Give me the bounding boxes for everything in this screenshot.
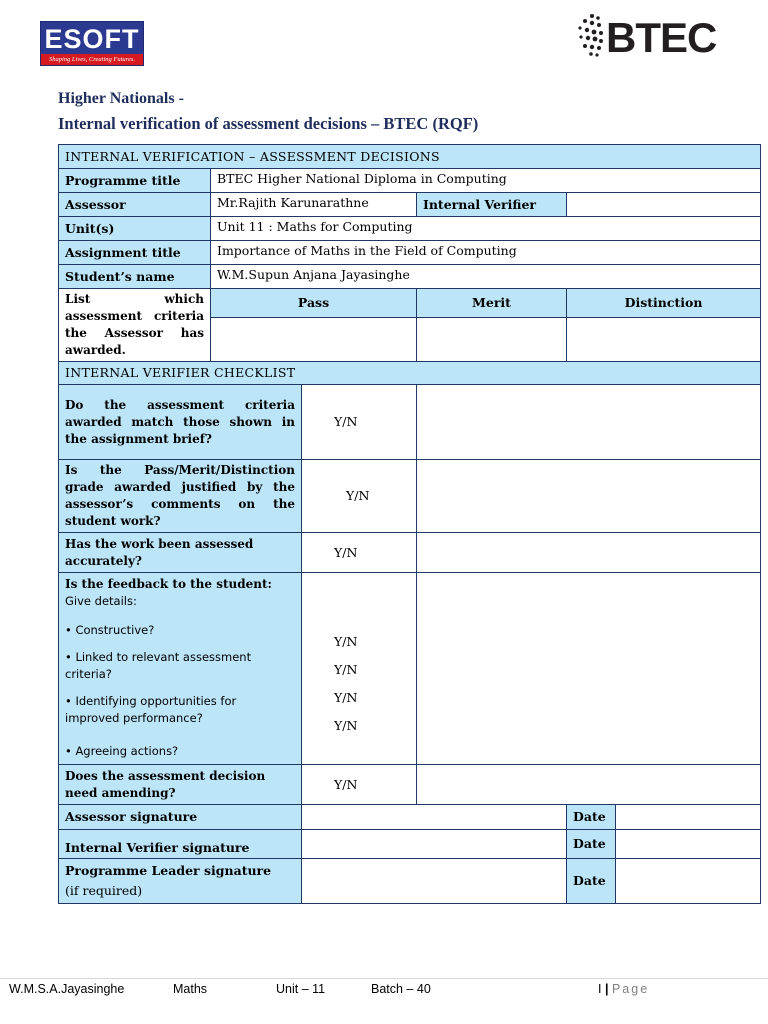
footer-page-indicator	[598, 982, 649, 996]
programme-title-label: Programme title	[59, 169, 211, 193]
feedback-yn-column	[302, 573, 417, 765]
programme-leader-signature-field[interactable]	[302, 859, 567, 904]
assignment-title-label: Assignment title	[59, 241, 211, 265]
assessor-value[interactable]: Mr.Rajith Karunarathne	[211, 193, 417, 217]
student-name-value[interactable]: W.M.Supun Anjana Jayasinghe	[211, 265, 761, 289]
section-header-iv-checklist: INTERNAL VERIFIER CHECKLIST	[59, 362, 761, 385]
distinction-criteria-cell[interactable]	[567, 318, 761, 362]
iv-signature-label: Internal Verifier signature	[59, 830, 302, 859]
feedback-give-details: Give details:	[65, 594, 137, 608]
merit-criteria-cell[interactable]	[417, 318, 567, 362]
comment-grade-justified[interactable]	[417, 460, 761, 533]
iv-date-label: Date	[567, 830, 616, 859]
programme-leader-date-field[interactable]	[616, 859, 761, 904]
programme-leader-if-required: (if required)	[65, 883, 143, 898]
pass-criteria-cell[interactable]	[211, 318, 417, 362]
programme-leader-signature-label	[59, 859, 302, 904]
checklist-question-feedback	[59, 573, 302, 765]
iv-signature-field[interactable]	[302, 830, 567, 859]
footer-page-separator: |	[604, 982, 609, 996]
yn-agreeing[interactable]: Y/N	[334, 717, 358, 733]
yn-assessed-accurately[interactable]: Y/N	[302, 533, 417, 573]
comment-feedback[interactable]	[417, 573, 761, 765]
yn-identifying[interactable]: Y/N	[334, 689, 358, 705]
comment-assessed-accurately[interactable]	[417, 533, 761, 573]
iv-date-field[interactable]	[616, 830, 761, 859]
feedback-item-identifying: • Identifying opportunities for improved performance?	[65, 694, 237, 725]
yn-constructive[interactable]: Y/N	[334, 633, 358, 649]
comment-criteria-match[interactable]	[417, 385, 761, 460]
assessor-date-label: Date	[567, 805, 616, 830]
yn-grade-justified[interactable]: Y/N	[302, 460, 417, 533]
feedback-item-agreeing: • Agreeing actions?	[65, 744, 179, 758]
footer-batch: Batch – 40	[371, 982, 431, 996]
comment-decision-amending[interactable]	[417, 765, 761, 805]
checklist-question-assessed-accurately: Has the work been assessed accurately?	[59, 533, 302, 573]
page-heading-line2: Internal verification of assessment decisions – BTEC (RQF)	[58, 114, 479, 133]
feedback-item-linked: • Linked to relevant assessment criteria?	[65, 650, 252, 681]
internal-verifier-label: Internal Verifier	[417, 193, 567, 217]
student-name-label: Student’s name	[59, 265, 211, 289]
esoft-logo	[40, 21, 144, 66]
distinction-header: Distinction	[567, 289, 761, 318]
footer-divider	[0, 978, 768, 979]
assessor-date-field[interactable]	[616, 805, 761, 830]
assessor-signature-label: Assessor signature	[59, 805, 302, 830]
criteria-awarded-label: List which assessment criteria the Assessor has awarded.	[59, 289, 211, 362]
page-heading-line1: Higher Nationals -	[58, 90, 184, 107]
yn-linked[interactable]: Y/N	[334, 661, 358, 677]
btec-logo	[576, 12, 726, 60]
footer-subject: Maths	[173, 982, 208, 996]
checklist-question-grade-justified: Is the Pass/Merit/Distinction grade awarded justified by the assessor’s comments on the student work?	[59, 460, 302, 533]
footer-author: W.M.S.A.Jayasinghe	[9, 982, 125, 996]
checklist-question-decision-amending: Does the assessment decision need amending?	[59, 765, 302, 805]
footer-page-number: I	[598, 982, 602, 996]
programme-leader-date-label: Date	[567, 859, 616, 904]
esoft-logo-word: ESOFT	[44, 24, 140, 54]
section-header-assessment-decisions: INTERNAL VERIFICATION – ASSESSMENT DECISIONS	[59, 145, 761, 169]
pass-header: Pass	[211, 289, 417, 318]
esoft-logo-tagline: Shaping Lives, Creating Futures.	[41, 54, 143, 65]
feedback-item-constructive: • Constructive?	[65, 623, 155, 637]
assignment-title-value[interactable]: Importance of Maths in the Field of Computing	[211, 241, 761, 265]
footer-unit: Unit – 11	[276, 982, 326, 996]
units-value[interactable]: Unit 11 : Maths for Computing	[211, 217, 761, 241]
footer-page-word: Page	[611, 982, 650, 996]
internal-verifier-value[interactable]	[567, 193, 761, 217]
assessor-signature-field[interactable]	[302, 805, 567, 830]
programme-leader-signature-text: Programme Leader signature	[65, 863, 272, 878]
verification-form-table	[58, 144, 761, 904]
feedback-criteria-list	[65, 622, 295, 760]
checklist-question-criteria-match: Do the assessment criteria awarded match those shown in the assignment brief?	[59, 385, 302, 460]
feedback-question-text: Is the feedback to the student:	[65, 577, 272, 591]
assessor-label: Assessor	[59, 193, 211, 217]
yn-decision-amending[interactable]: Y/N	[302, 765, 417, 805]
yn-criteria-match[interactable]: Y/N	[302, 385, 417, 460]
merit-header: Merit	[417, 289, 567, 318]
programme-title-value[interactable]: BTEC Higher National Diploma in Computing	[211, 169, 761, 193]
units-label: Unit(s)	[59, 217, 211, 241]
btec-logo-word: BTEC	[606, 14, 717, 61]
